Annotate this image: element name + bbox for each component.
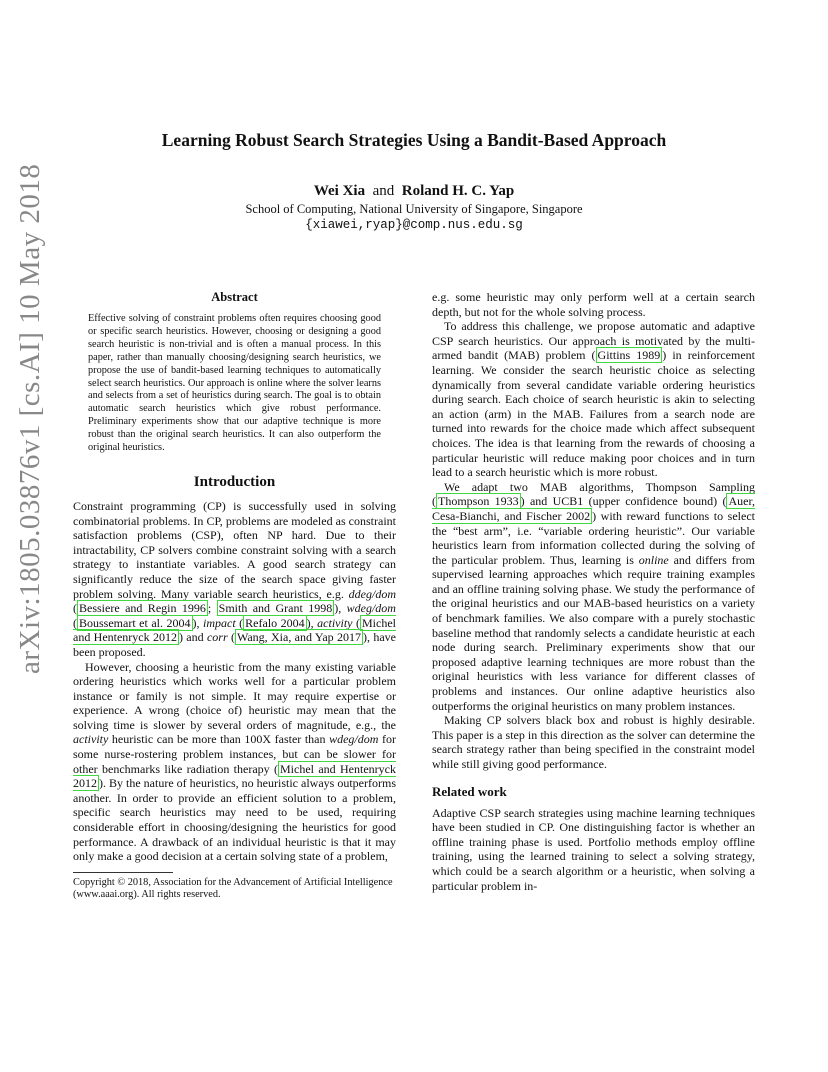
citation-link[interactable]: Wang, Xia, and Yap 2017 [236,630,362,645]
citation-link[interactable]: Auer, Cesa-Bianchi, and Fischer 2002 [432,494,755,523]
text-run: We adapt two MAB algorithms, Thompson Sampling ( [432,479,755,509]
heuristic-name: wdeg/dom [329,732,379,747]
text-run: heuristic can be more than 100X faster than [108,732,330,747]
intro-paragraph-2 [73,660,396,864]
body-paragraph [432,480,755,714]
text-run: ; [207,601,217,616]
text-run: ) in reinforcement learning. We consider the search heuristic choice as selecting dynamically from several candidate variable ordering heuristics during search. Each choice of search heuristic is akin to selecting an action (arm) in the MAB. Failures from a search node are turned into rewards for the choice made which affect subsequent choices. The idea is that learning from the rewards of choosing a particular heuristic will reduce making poor choices and in turn lead to a search heuristic which is more robust. [432,348,756,480]
abstract-text: Effective solving of constraint problems often requires choosing good or specific search heuristics. However, choosing or designing a good search heuristic is non-trivial and is often a manual process. In this paper, rather than manually choosing/designing search heuristics, we propose the use of bandit-based learning techniques to automatically select search heuristics. Our approach is online where the solver learns and selects from a set of heuristics during search. The goal is to obtain automatic search heuristics which give robust performance. Preliminary experiments show that our adaptive technique is more robust than the original search heuristics. It can also outperform the original heuristics. [88,313,381,454]
arxiv-identifier: arXiv:1805.03876v1 [cs.AI] 10 May 2018 [14,163,46,674]
text-run: for some nurse-rostering problem instances, but can be slower for other benchmarks like radiation therapy ( [73,732,397,776]
citation-link[interactable]: Gittins 1989 [597,348,661,363]
heuristic-name: activity [317,615,353,630]
footnote-divider [73,872,173,873]
citation-link[interactable]: Bessiere and Regin 1996 [79,601,206,616]
text-run: ) and UCB1 (upper confidence bound) ( [520,494,727,509]
author-email: {xiawei,ryap}@comp.nus.edu.sg [305,218,523,232]
citation-link[interactable]: Boussemart et al. 2004 [79,615,191,630]
introduction-heading: Introduction [193,473,276,490]
body-paragraph [432,319,755,480]
heuristic-name: wdeg/dom [346,601,396,616]
body-paragraph: Making CP solvers black box and robust is highly desirable. This paper is a step in this direction as the solver can determine the search strategy rather than being specified in the constraint model while still giving good performance. [432,713,755,771]
heuristic-name: activity [73,732,109,747]
text-run: ). By the nature of heuristics, no heuristic always outperforms another. In order to provide an efficient solution to a problem, specific search heuristics may need to be used, requiring considerable effort in choosing/designing the heuristics for good performance. A drawback of an individual heuristic is that it may only make a good decision at a certain solving state of a problem, [73,776,396,864]
citation-link[interactable]: Michel and Hentenryck 2012 [73,761,396,791]
left-column [73,290,396,902]
emphasis: online [638,552,669,567]
copyright-footnote: Copyright © 2018, Association for the Advancement of Artificial Intelligence (www.aaai.org). All rights reserved. [73,876,393,901]
citation-link[interactable]: Smith and Grant 1998 [218,601,333,616]
body-paragraph: e.g. some heuristic may only perform well at a certain search depth, but not for the whole solving process. [432,290,755,319]
text-run: Constraint programming (CP) is successfully used in solving combinatorial problems. In CP, problems are modeled as constraint satisfaction problems (CSP), often NP hard. Due to their intractability, CP solvers combine constraint solving with a search strategy to instantiate variables. A good search strategy can significantly reduce the size of the search space giving faster problem solving. Many variable search heuristics, e.g. [73,498,396,601]
text-run: ), [192,615,203,630]
author-conjunction: and [372,183,395,199]
citation-link[interactable]: Thompson 1933 [438,494,519,509]
author-name: Roland H. C. Yap [401,183,515,199]
text-run: ), [306,615,318,630]
right-column [432,290,755,893]
intro-paragraph-1: Constraint programming (CP) is successfully used in solving combinatorial problems. In CP, problems are modeled as constraint satisfaction problems (CSP), often NP hard. Due to their intractability, CP solvers combine constraint solving with a search strategy to instantiate variables. A good search strategy can significantly reduce the size of the search space giving faster problem solving. Many variable search heuristics, e.g. ddeg/dom ( Bessiere and Regin 1996 ; Smith and Grant 1998 ), wdeg/dom ( Boussemart et al. 2004 ), impact ( Refalo 2004 ), activity ( Michel and Hentenryck 2012 ) and corr ( Wang, Xia, and Yap 2017 ), have been proposed. [73,498,396,659]
heuristic-name: impact [203,615,236,630]
body-paragraph: Adaptive CSP search strategies using machine learning techniques have been studied in CP. One distinguishing factor is whether an offline training phase is used. Portfolio methods employ offline training, using the learned training to select a solving strategy, which could be a search algorithm or a heuristic, when solving a particular problem in- [432,805,755,893]
citation-link[interactable]: Michel and Hentenryck 2012 [73,615,396,645]
heuristic-name: ddeg/dom [348,586,396,601]
author-name: Wei Xia [313,183,366,199]
text-run: ), have been proposed. [73,630,396,659]
abstract-heading: Abstract [211,290,258,304]
citation-link[interactable]: Refalo 2004 [245,615,305,630]
text-run: ), [334,601,347,616]
affiliation: School of Computing, National University of Singapore, Singapore [245,202,583,216]
related-work-heading: Related work [432,783,507,799]
text-run: ) with reward functions to select the “best arm”, i.e. “variable ordering heuristic”. Our variable heuristics learn from information collected during the solving of the particular problem. Thus, learning is [432,508,755,567]
author-line [0,183,828,200]
heuristic-name: corr [206,630,228,645]
text-run: However, choosing a heuristic from the many existing variable ordering heuristics which works well for a particular problem instance or family is not simple. It may require expertise or experience. A wrong (choice of) heuristic may mean that the solving time is slower by several orders of magnitude, e.g., the [73,659,396,732]
text-run: and differs from supervised learning approaches which require training examples and an offline training solving phase. We study the performance of the original heuristics and our MAB-based heuristics on a variety of benchmark families. We also compare with a purely stochastic baseline method that randomly selects a candidate heuristic at each node during search. Preliminary experiments show that our proposed adaptive learning techniques are more robust than the original heuristics with less variance for different classes of problems and instances. Our online adaptive heuristics also outperforms the original heuristics on many problem instances. [432,552,755,713]
text-run: To address this challenge, we propose automatic and adaptive CSP search heuristics. Our approach is motivated by the multi-armed bandit (MAB) problem ( [432,319,755,363]
paper-title: Learning Robust Search Strategies Using a Bandit-Based Approach [161,130,667,150]
text-run: ) and [178,630,207,645]
